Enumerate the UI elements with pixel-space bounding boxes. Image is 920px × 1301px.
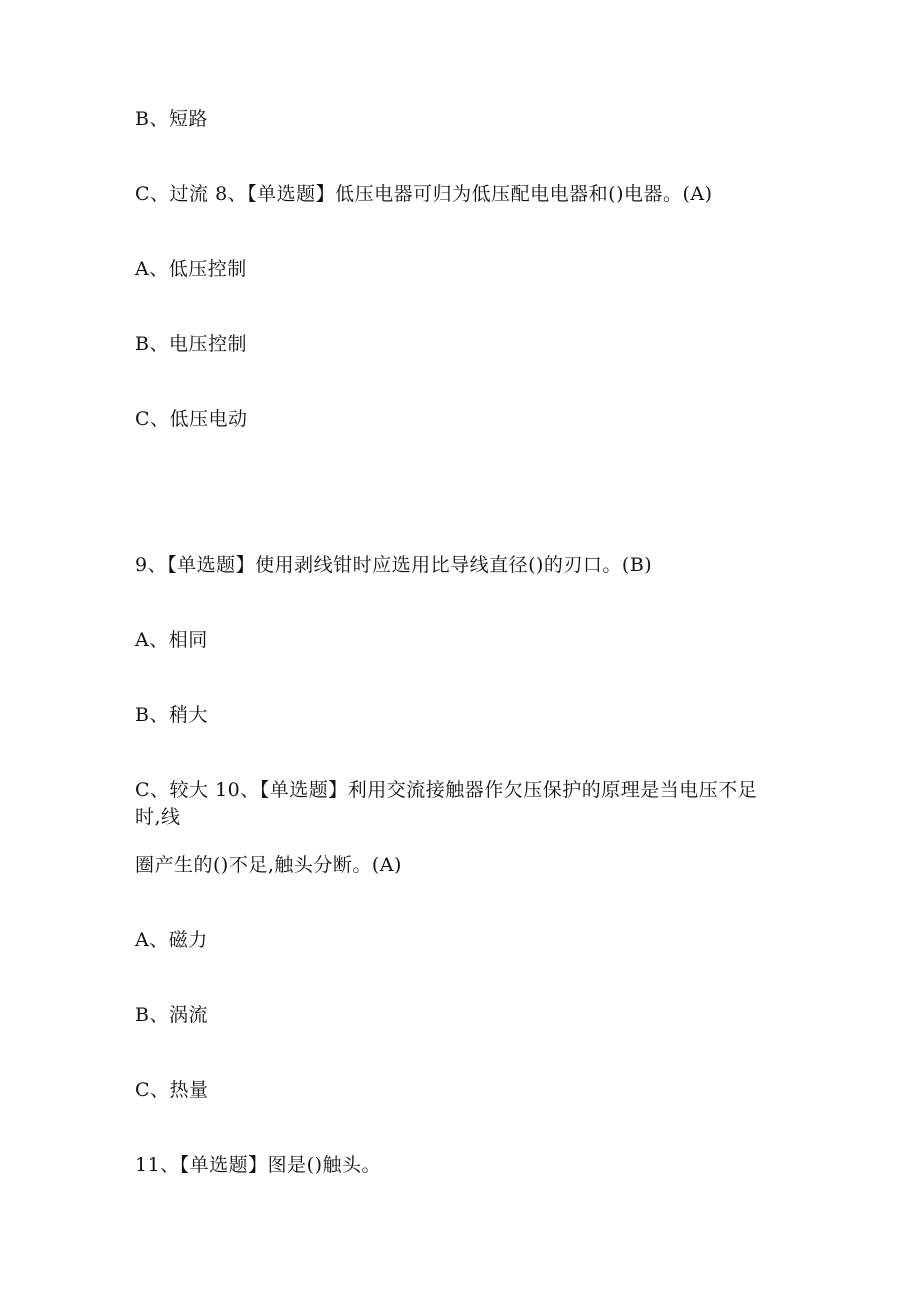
question-10-text-line-1: C、较大 10、【单选题】利用交流接触器作欠压保护的原理是当电压不足 <box>135 779 758 801</box>
option-b-short-circuit: B、短路 <box>135 108 208 130</box>
question-11-text: 11、【单选题】图是()触头。 <box>135 1154 382 1176</box>
option-a-same: A、相同 <box>135 629 208 651</box>
option-c-low-voltage-motor: C、低压电动 <box>135 408 248 430</box>
option-b-voltage-control: B、电压控制 <box>135 333 247 355</box>
question-10-text-line-3: 圈产生的()不足,触头分断。(A) <box>135 854 402 876</box>
option-a-low-voltage-control: A、低压控制 <box>135 258 247 280</box>
option-b-slightly-larger: B、稍大 <box>135 704 208 726</box>
question-8-text: C、过流 8、【单选题】低压电器可归为低压配电电器和()电器。(A) <box>135 183 713 205</box>
question-9-text: 9、【单选题】使用剥线钳时应选用比导线直径()的刃口。(B) <box>135 554 653 576</box>
option-b-eddy-current: B、涡流 <box>135 1004 208 1026</box>
option-a-magnetic-force: A、磁力 <box>135 929 208 951</box>
question-10-text-line-2: 时,线 <box>135 806 181 828</box>
option-c-heat: C、热量 <box>135 1079 209 1101</box>
